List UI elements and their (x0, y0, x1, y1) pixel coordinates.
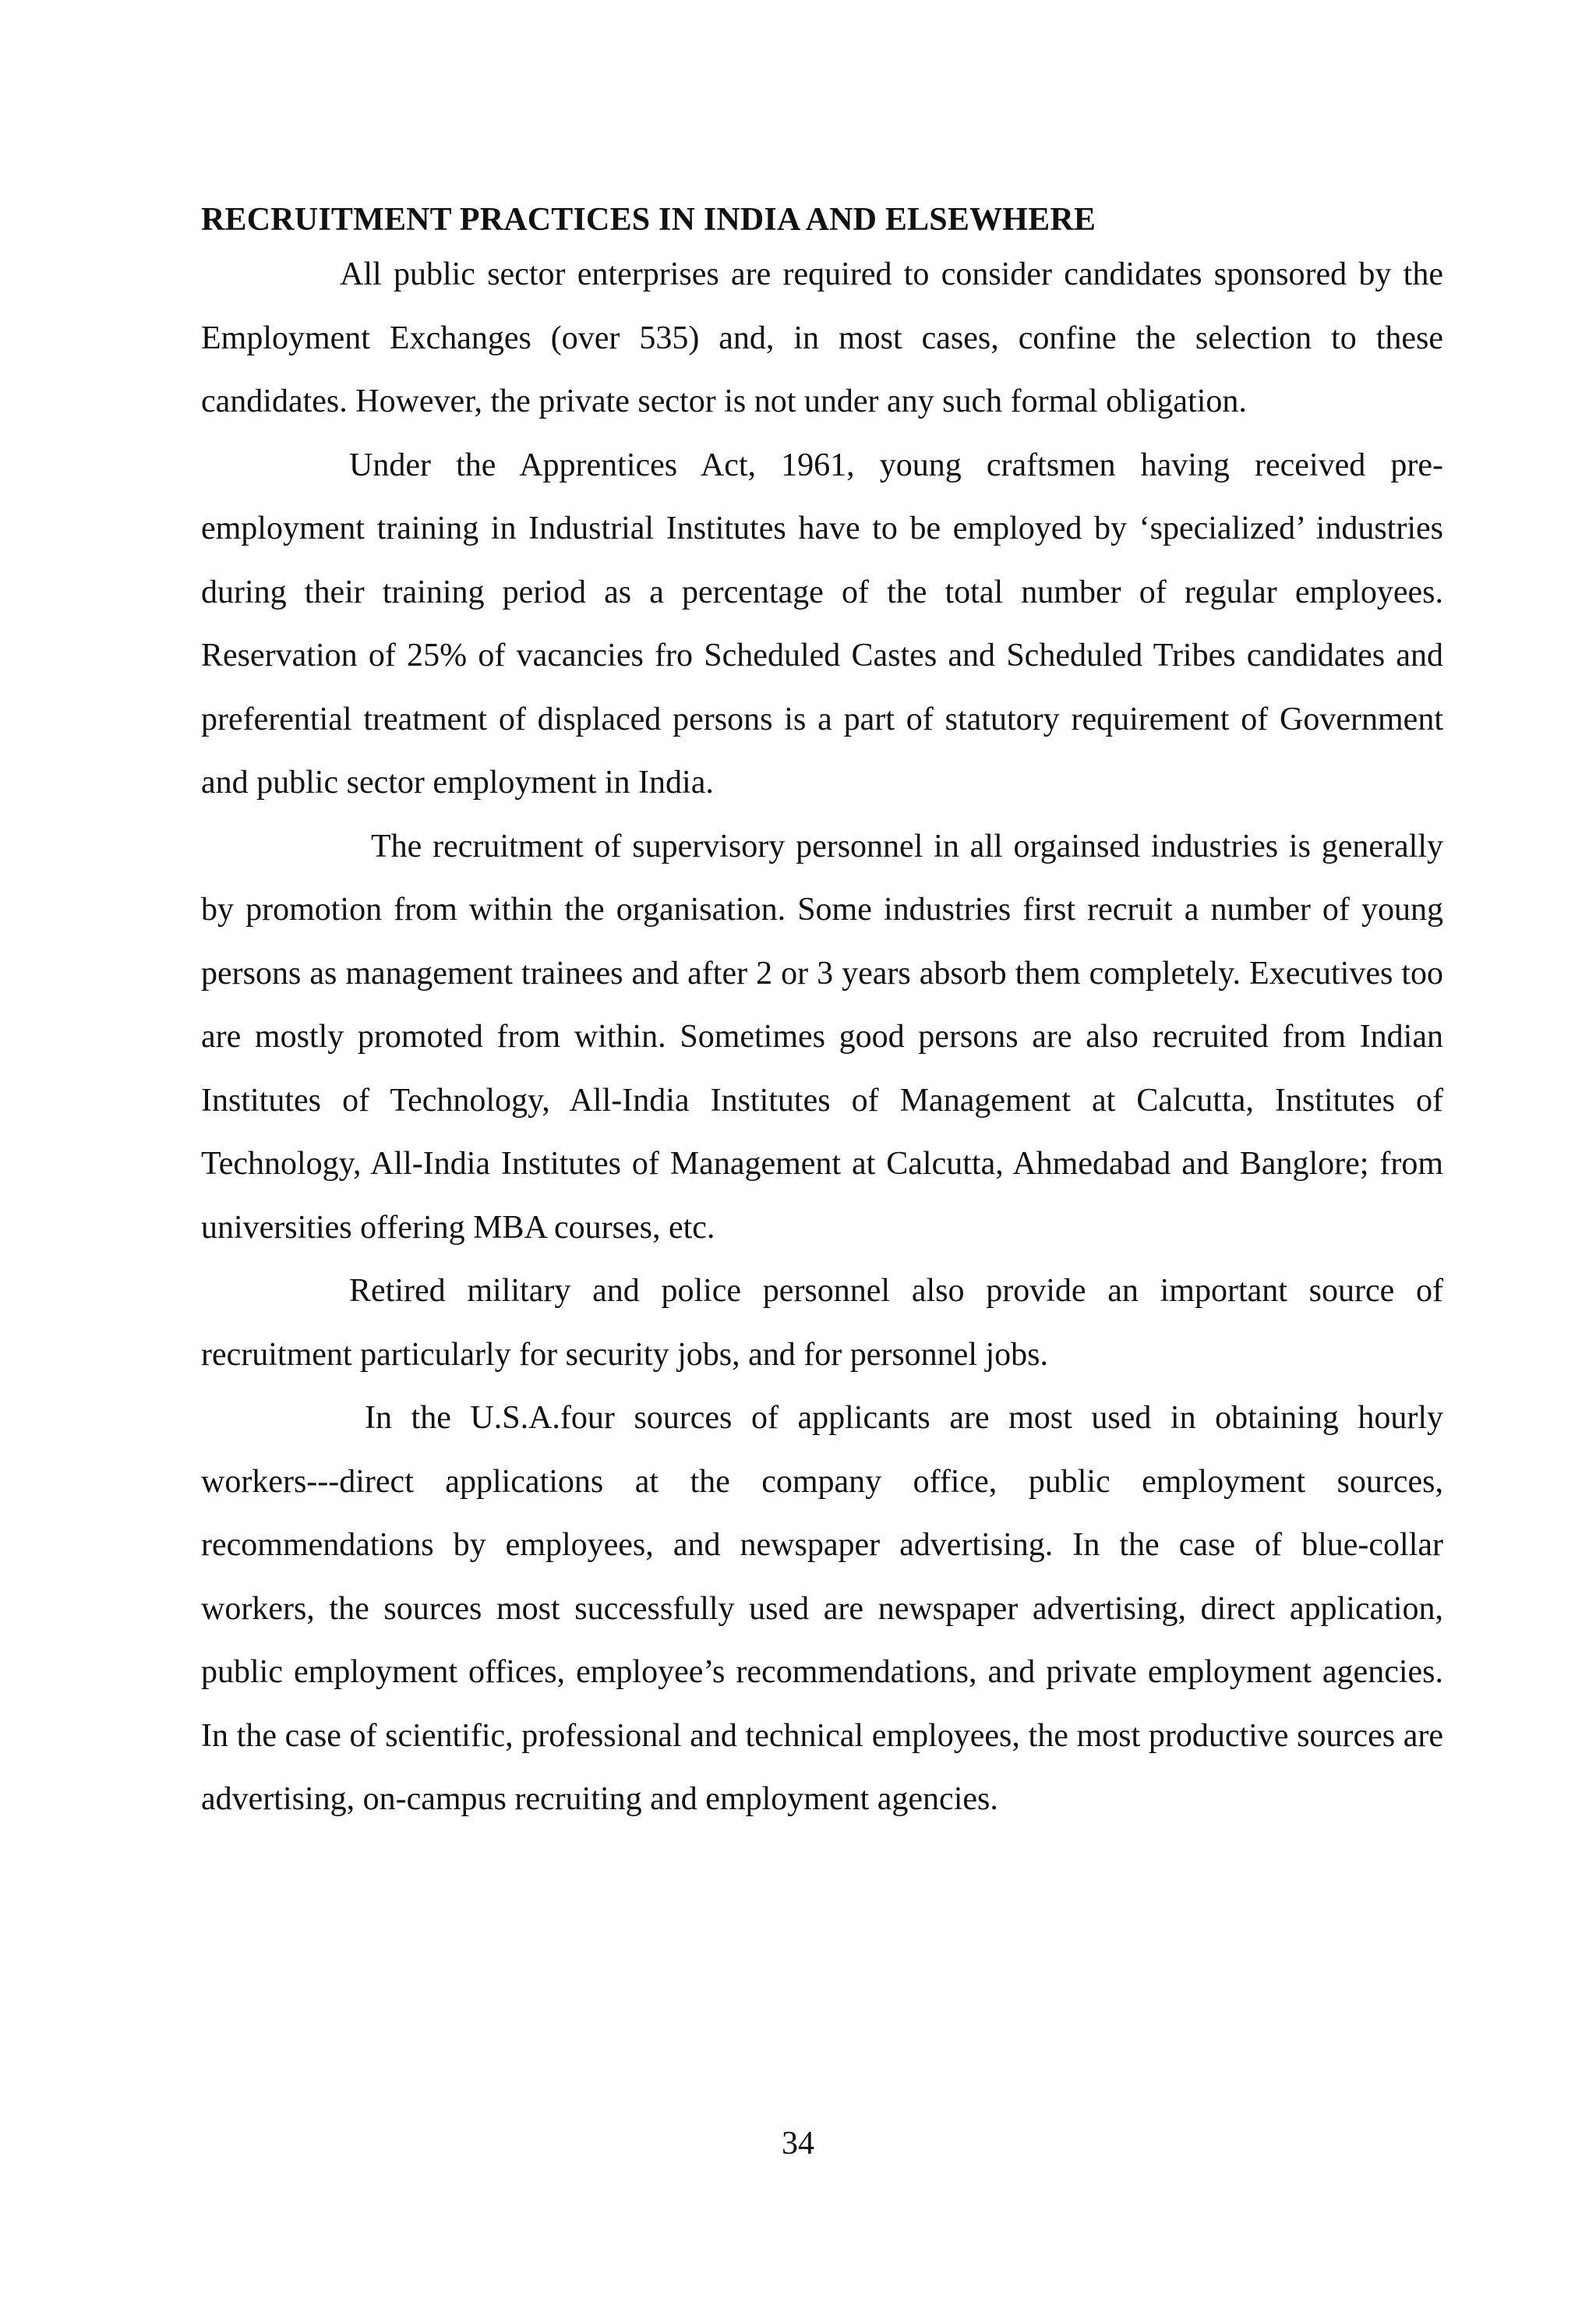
page-number: 34 (782, 2126, 814, 2162)
page-content (201, 196, 1443, 1832)
paragraph-public-sector: All public sector enterprises are required to consider candidates sponsored by the Employment Exchanges (over 535) and, in most cases, confine the selection to these candidates. However, the private sector is not under any such formal obligation. (201, 256, 1443, 419)
section-heading: RECRUITMENT PRACTICES IN INDIA AND ELSEWHERE (201, 202, 1096, 238)
paragraph-apprentices-act: Under the Apprentices Act, 1961, young craftsmen having received pre-employment training in Industrial Institutes have to be employed by ‘specialized’ industries during their training period as a percentage of the total number of regular employees. Reservation of 25% of vacancies fro Scheduled Castes and Scheduled Tribes candidates and preferential treatment of displaced persons is a part of statutory requirement of Government and public sector employment in India. (201, 447, 1443, 801)
paragraph-supervisory-recruitment: The recruitment of supervisory personnel in all orgainsed industries is generally by promotion from within the organisation. Some industries first recruit a number of young persons as management trainees and after 2 or 3 years absorb them completely. Executives too are mostly promoted from within. Sometimes good persons are also recruited from Indian Institutes of Technology, All-India Institutes of Management at Calcutta, Institutes of Technology, All-India Institutes of Management at Calcutta, Ahmedabad and Banglore; from universities offering MBA courses, etc. (201, 828, 1443, 1246)
paragraph-retired-personnel: Retired military and police personnel also provide an important source of recruitment particularly for security jobs, and for personnel jobs. (201, 1273, 1443, 1373)
paragraph-usa-sources: In the U.S.A.four sources of applicants are most used in obtaining hourly workers---direct applications at the company office, public employment sources, recommendations by employees, and newspaper advertising. In the case of blue-collar workers, the sources most successfully used are newspaper advertising, direct application, public employment offices, employee’s recommendations, and private employment agencies. In the case of scientific, professional and technical employees, the most productive sources are advertising, on-campus recruiting and employment agencies. (201, 1400, 1443, 1817)
